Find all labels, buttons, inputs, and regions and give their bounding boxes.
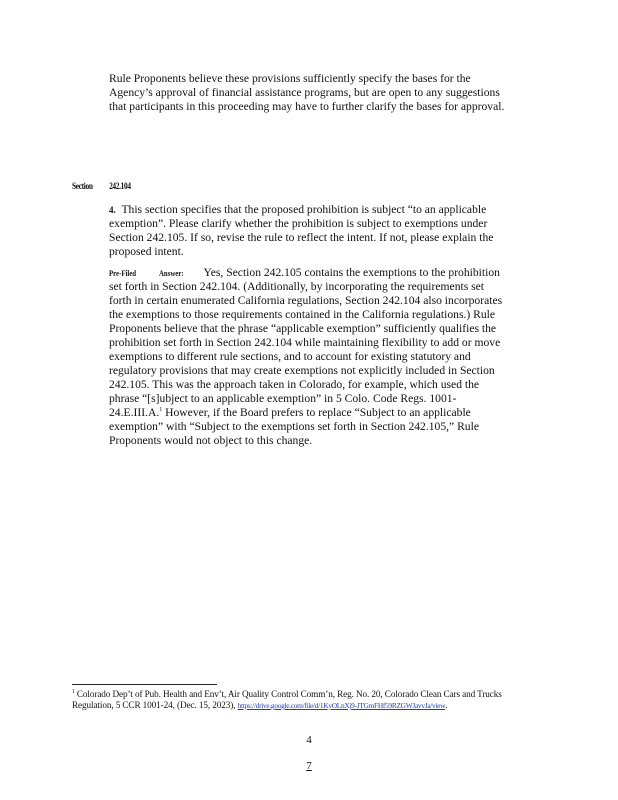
- footnote-trailing: .: [445, 700, 448, 710]
- footnote-reference[interactable]: 1: [159, 407, 163, 414]
- section-heading: [72, 181, 131, 191]
- answer-text-main: Yes, Section 242.105 contains the exemptions to the prohibition set forth in Section 242.104. (Additionally, by incorporating the requirements set forth in certain enumerated California regulations, Section 242.104 also incorporates the exemptions to those requirements contained in the California regulations.) Rule Proponents believe that the phrase “applicable exemption” sufficiently qualifies the prohibition set forth in Section 242.104 while maintaining flexibility to add or move exemptions to different rule sections, and to account for existing statutory and regulatory provisions that may create exemptions not explicitly included in Section 242.105. This was the approach taken in Colorado, for example, which used the phrase “[s]ubject to an applicable exemption” in 5 Colo. Code Regs. 1001-24.E.III.A.: [109, 266, 503, 419]
- section-label: Section: [72, 181, 93, 191]
- answer-label: Answer:: [158, 268, 184, 278]
- footnote-divider: [72, 684, 217, 685]
- secondary-page-number: 7: [306, 760, 312, 772]
- intro-paragraph: Rule Proponents believe these provisions sufficiently specify the bases for the Agency’s approval of financial assistance programs, but are open to any suggestions that participants in this proceeding may have to further clarify the bases for approval.: [109, 72, 505, 113]
- question-number: 4.: [109, 205, 116, 215]
- answer-text-tail: However, if the Board prefers to replace “Subject to an applicable exemption” with “Subject to the exemptions set forth in Section 242.105,” Rule Proponents would not object to this change.: [109, 406, 479, 447]
- footnote: [72, 689, 542, 711]
- answer-paragraph: [109, 266, 509, 448]
- section-number: 242.104: [109, 181, 131, 191]
- question-text: This section specifies that the proposed prohibition is subject “to an applicable exemption”. Please clarify whether the prohibition is subject to exemptions under Section 242.105. If so, revise the rule to reflect the intent. If not, please explain the proposed intent.: [109, 203, 494, 258]
- prefiled-label: Pre-Filed: [109, 268, 137, 278]
- question-paragraph: [109, 203, 509, 259]
- page-number: 4: [306, 734, 312, 746]
- footnote-text: Colorado Dep’t of Pub. Health and Env’t, Air Quality Control Comm’n, Reg. No. 20, Colorado Clean Cars and Trucks Regulation, 5 CCR 1001-24, (Dec. 15, 2023),: [72, 689, 502, 710]
- footnote-mark: 1: [72, 688, 75, 695]
- footnote-link[interactable]: https://drive.google.com/file/d/1KyOLnXj9-JTGmFHf59RZGWJavvJa/view: [237, 701, 446, 710]
